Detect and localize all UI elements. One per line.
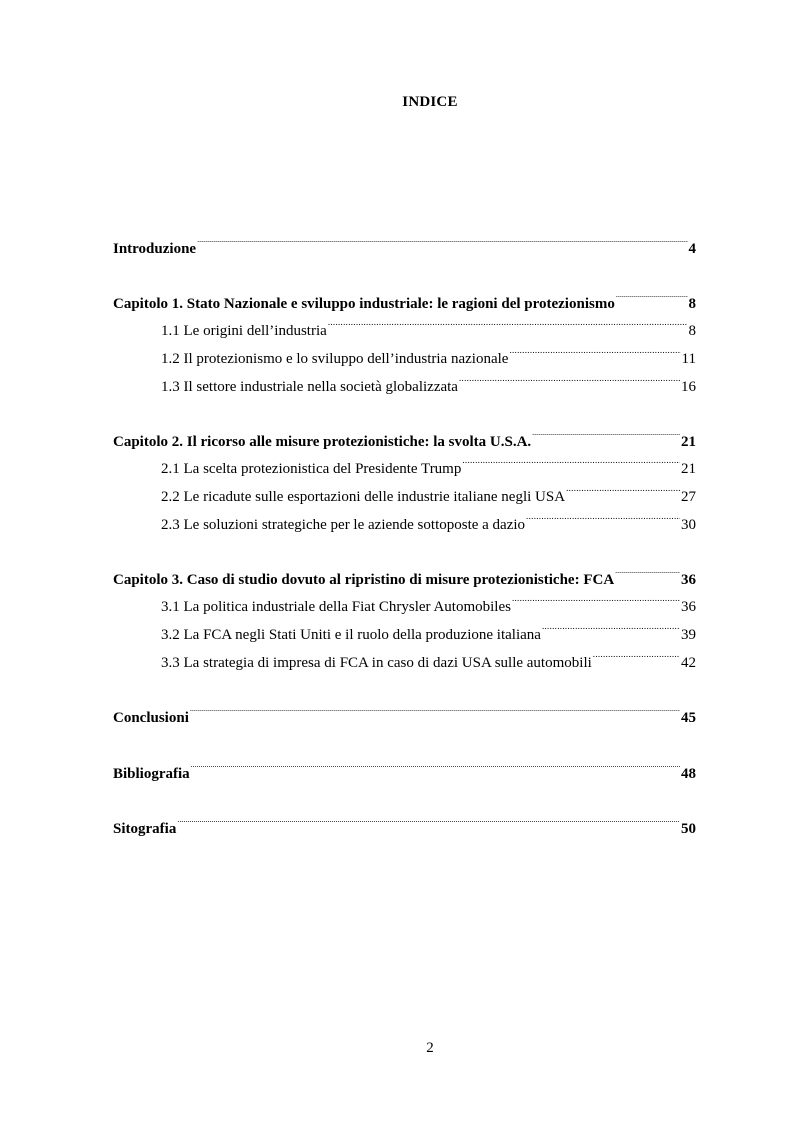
- toc-entry-title: Bibliografia: [113, 766, 190, 782]
- toc-leader-dots: [328, 315, 688, 335]
- toc-entry-3-2[interactable]: [161, 619, 696, 645]
- toc-entry-2-3[interactable]: [161, 509, 696, 535]
- toc-entry-conclusioni[interactable]: [113, 702, 696, 728]
- toc-entry-2-1[interactable]: [161, 453, 696, 479]
- toc-entry-bibliografia[interactable]: [113, 758, 696, 784]
- toc-entry-2-2[interactable]: [161, 481, 696, 507]
- toc-entry-title: 3.3 La strategia di impresa di FCA in caso di dazi USA sulle automobili: [161, 655, 592, 671]
- toc-leader-dots: [177, 813, 680, 833]
- toc-entry-page: 27: [681, 489, 696, 505]
- toc-leader-dots: [532, 426, 680, 446]
- toc-leader-dots: [512, 591, 680, 611]
- toc-entry-capitolo-1[interactable]: [113, 288, 696, 314]
- toc-entry-introduzione[interactable]: [113, 233, 696, 259]
- toc-entry-page: 11: [681, 351, 696, 367]
- toc-entry-title: Capitolo 2. Il ricorso alle misure protezionistiche: la svolta U.S.A.: [113, 434, 532, 450]
- toc-leader-dots: [459, 371, 680, 391]
- toc-entry-page: 8: [688, 323, 696, 339]
- toc-entry-page: 30: [681, 517, 696, 533]
- toc-entry-1-3[interactable]: [161, 371, 696, 397]
- toc-entry-title: Capitolo 1. Stato Nazionale e sviluppo industriale: le ragioni del protezionismo: [113, 296, 615, 312]
- toc-entry-title: 1.1 Le origini dell’industria: [161, 323, 327, 339]
- toc-entry-title: 1.3 Il settore industriale nella società globalizzata: [161, 379, 458, 395]
- toc-entry-page: 36: [681, 572, 696, 588]
- toc-entry-page: 48: [681, 766, 696, 782]
- toc-entry-page: 36: [681, 599, 696, 615]
- toc-entry-page: 21: [681, 461, 696, 477]
- toc-entry-title: Conclusioni: [113, 710, 189, 726]
- toc-entry-title: 2.1 La scelta protezionistica del Presidente Trump: [161, 461, 462, 477]
- toc-entry-sitografia[interactable]: [113, 813, 696, 839]
- toc-leader-dots: [190, 702, 680, 722]
- toc-entry-title: 1.2 Il protezionismo e lo sviluppo dell’industria nazionale: [161, 351, 509, 367]
- toc-entry-page: 42: [681, 655, 696, 671]
- toc-leader-dots: [615, 564, 680, 584]
- toc-leader-dots: [526, 509, 680, 529]
- toc-entry-page: 39: [681, 627, 696, 643]
- toc-entry-title: 2.2 Le ricadute sulle esportazioni delle industrie italiane negli USA: [161, 489, 566, 505]
- toc-entry-1-2[interactable]: [161, 343, 696, 369]
- toc-entry-title: Capitolo 3. Caso di studio dovuto al ripristino di misure protezionistiche: FCA: [113, 572, 615, 588]
- toc-entry-page: 45: [681, 710, 696, 726]
- toc-leader-dots: [509, 343, 680, 363]
- toc-entry-page: 4: [688, 241, 696, 257]
- toc-entry-3-1[interactable]: [161, 591, 696, 617]
- toc-leader-dots: [462, 453, 680, 473]
- toc-entry-capitolo-3[interactable]: [113, 564, 696, 590]
- toc-entry-page: 50: [681, 821, 696, 837]
- toc-leader-dots: [566, 481, 680, 501]
- toc-entry-1-1[interactable]: [161, 315, 696, 341]
- toc-entry-title: Sitografia: [113, 821, 177, 837]
- toc-entry-page: 21: [681, 434, 696, 450]
- toc-entry-page: 8: [688, 296, 696, 312]
- toc-leader-dots: [593, 647, 680, 667]
- toc-entry-capitolo-2[interactable]: [113, 426, 696, 452]
- toc-entry-3-3[interactable]: [161, 647, 696, 673]
- toc-leader-dots: [197, 233, 687, 253]
- toc-leader-dots: [616, 288, 688, 308]
- index-title: INDICE: [402, 94, 458, 110]
- toc-leader-dots: [191, 758, 680, 778]
- toc-entry-page: 16: [681, 379, 696, 395]
- toc-leader-dots: [542, 619, 680, 639]
- toc-entry-title: 2.3 Le soluzioni strategiche per le aziende sottoposte a dazio: [161, 517, 526, 533]
- page-number: 2: [426, 1040, 434, 1056]
- toc-entry-title: 3.2 La FCA negli Stati Uniti e il ruolo della produzione italiana: [161, 627, 541, 643]
- toc-entry-title: 3.1 La politica industriale della Fiat Chrysler Automobiles: [161, 599, 511, 615]
- toc-entry-title: Introduzione: [113, 241, 197, 257]
